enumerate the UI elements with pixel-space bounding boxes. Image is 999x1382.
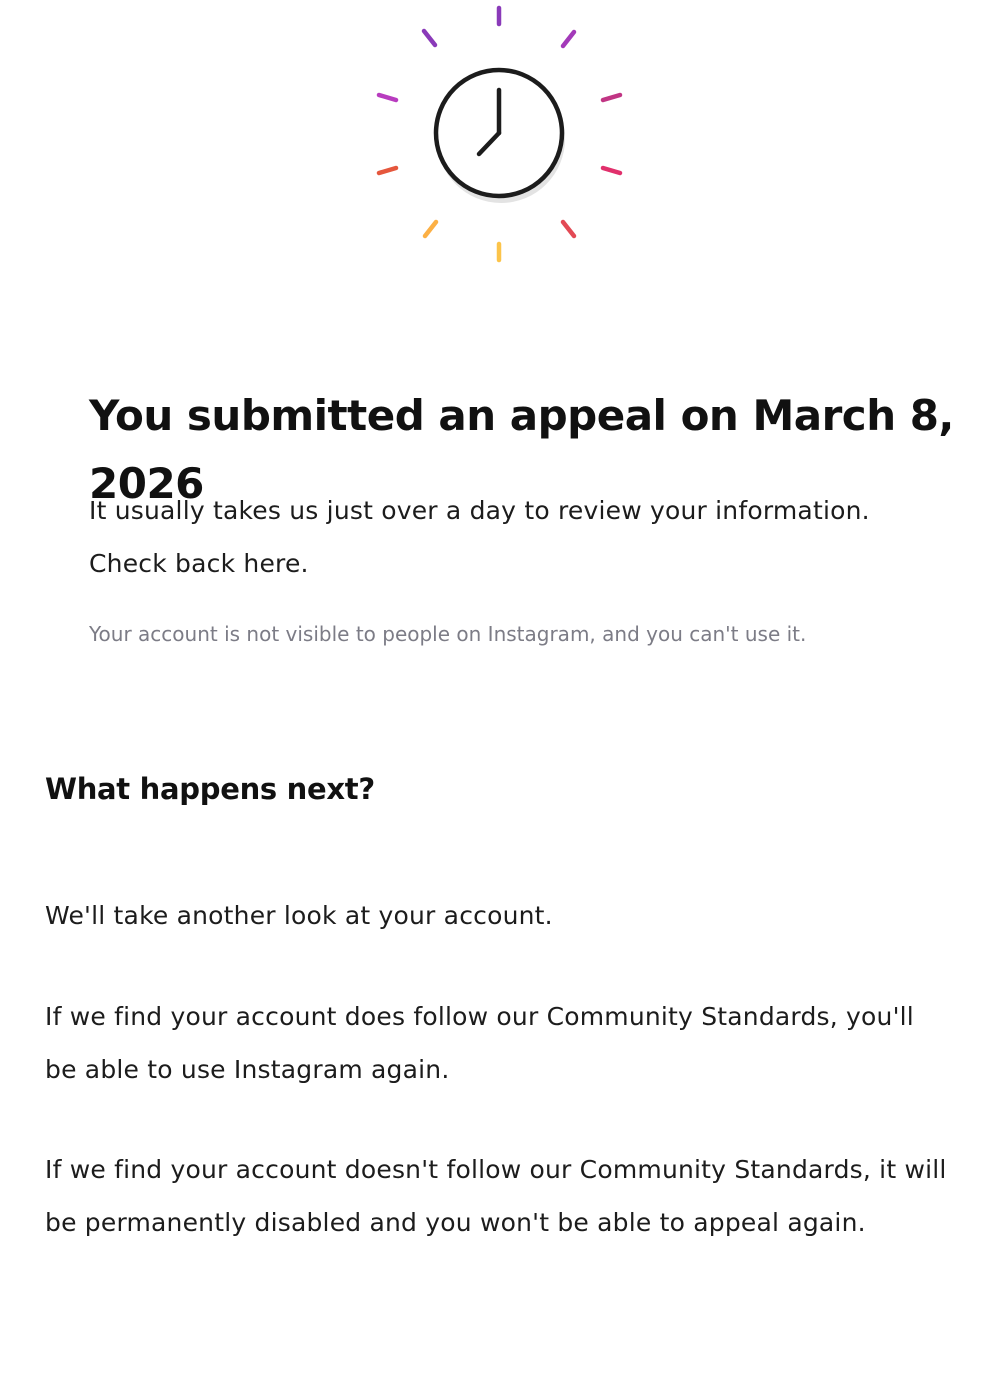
ray-right-lower	[603, 168, 620, 173]
ray-bottom-left	[425, 222, 436, 236]
next-steps-heading: What happens next?	[45, 772, 375, 806]
next-step-paragraph-review: We'll take another look at your account.	[45, 901, 553, 930]
ray-bottom-right	[563, 222, 574, 236]
ray-left-lower	[379, 168, 396, 173]
clock-illustration	[369, 0, 631, 270]
next-step-paragraph-disable: If we find your account doesn't follow our Community Standards, it will be permanently disabled and you won't be able to appeal again.	[45, 1155, 947, 1237]
page-title: You submitted an appeal on March 8, 2026	[89, 391, 954, 508]
clock-icon	[369, 0, 631, 270]
next-step-paragraph-restore: If we find your account does follow our Community Standards, you'll be able to use Instagram again.	[45, 1002, 914, 1084]
ray-left-upper	[379, 95, 396, 100]
ray-right-upper	[603, 95, 620, 100]
ray-top-left	[424, 31, 435, 45]
review-time-note: It usually takes us just over a day to review your information. Check back here.	[89, 496, 870, 578]
account-status-note: Your account is not visible to people on Instagram, and you can't use it.	[89, 622, 807, 646]
ray-top-right	[563, 32, 574, 46]
